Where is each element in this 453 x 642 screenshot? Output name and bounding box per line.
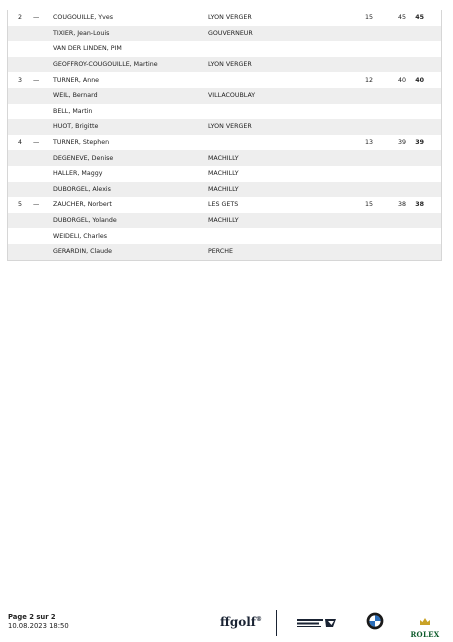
player-name-cell: WEIDELI, Charles bbox=[53, 232, 107, 240]
table-row bbox=[8, 213, 441, 229]
club-cell: LYON VERGER bbox=[208, 123, 252, 131]
table-row bbox=[8, 88, 441, 104]
position-cell: 4 bbox=[18, 139, 23, 147]
table-row bbox=[8, 104, 441, 120]
table-row bbox=[8, 57, 441, 73]
player-name-cell: DUBORGEL, Yolande bbox=[53, 217, 117, 225]
player-name-cell: HUOT, Brigitte bbox=[53, 123, 99, 131]
score-cell: 38 bbox=[397, 201, 406, 209]
registered-mark: ® bbox=[255, 616, 262, 623]
total-cell: 39 bbox=[415, 139, 424, 147]
club-cell: LES GETS bbox=[208, 201, 239, 209]
table-row bbox=[8, 166, 441, 182]
page-number: Page 2 sur 2 bbox=[8, 613, 56, 621]
ffgolf-logo-text: ffgolf bbox=[220, 615, 256, 629]
total-cell: 45 bbox=[415, 14, 424, 22]
rolex-logo bbox=[408, 611, 442, 639]
handicap-cell: 13 bbox=[364, 139, 373, 147]
score-cell: 45 bbox=[397, 14, 406, 22]
club-cell: MACHILLY bbox=[208, 185, 239, 193]
logo-divider bbox=[276, 610, 277, 636]
player-name-cell: TURNER, Stephen bbox=[53, 139, 110, 147]
total-cell: 38 bbox=[415, 201, 424, 209]
player-name-cell: ZAUCHER, Norbert bbox=[53, 201, 112, 209]
score-cell: 39 bbox=[397, 139, 406, 147]
table-row bbox=[8, 41, 441, 57]
table-row bbox=[8, 10, 441, 26]
table-row bbox=[8, 26, 441, 42]
sponsor-logos bbox=[0, 603, 453, 639]
club-cell: MACHILLY bbox=[208, 154, 239, 162]
trend-cell: — bbox=[33, 139, 40, 147]
table-row bbox=[8, 72, 441, 88]
table-row bbox=[8, 228, 441, 244]
player-name-cell: GEOFFROY-COUGOUILLE, Martine bbox=[53, 61, 158, 69]
club-cell: MACHILLY bbox=[208, 170, 239, 178]
table-row bbox=[8, 244, 441, 260]
player-name-cell: WEIL, Bernard bbox=[53, 92, 98, 100]
trend-cell: — bbox=[33, 201, 40, 209]
palatine-logo-icon bbox=[296, 616, 338, 630]
rolex-logo-text: ROLEX bbox=[410, 630, 440, 639]
score-cell: 40 bbox=[397, 76, 406, 84]
player-name-cell: DUBORGEL, Alexis bbox=[53, 185, 111, 193]
trend-cell: — bbox=[33, 14, 40, 22]
player-name-cell: TIXIER, Jean-Louis bbox=[53, 29, 110, 37]
table-row bbox=[8, 182, 441, 198]
crown-icon bbox=[419, 617, 431, 626]
table-row bbox=[8, 197, 441, 213]
club-cell: LYON VERGER bbox=[208, 61, 252, 69]
player-name-cell: GERARDIN, Claude bbox=[53, 248, 112, 256]
print-datetime: 10.08.2023 18:50 bbox=[8, 622, 69, 630]
handicap-cell: 15 bbox=[364, 201, 373, 209]
table-row bbox=[8, 135, 441, 151]
total-cell: 40 bbox=[415, 76, 424, 84]
club-cell: GOUVERNEUR bbox=[208, 29, 253, 37]
club-cell: PERCHE bbox=[208, 248, 233, 256]
club-cell: MACHILLY bbox=[208, 217, 239, 225]
position-cell: 2 bbox=[18, 14, 23, 22]
player-name-cell: HALLER, Maggy bbox=[53, 170, 103, 178]
position-cell: 3 bbox=[18, 76, 23, 84]
trend-cell: — bbox=[33, 76, 40, 84]
club-cell: VILLACOUBLAY bbox=[208, 92, 256, 100]
table-row bbox=[8, 119, 441, 135]
ffgolf-logo bbox=[220, 615, 262, 629]
handicap-cell: 15 bbox=[364, 14, 373, 22]
table-row bbox=[8, 150, 441, 166]
position-cell: 5 bbox=[18, 201, 23, 209]
player-name-cell: TURNER, Anne bbox=[53, 76, 100, 84]
club-cell: LYON VERGER bbox=[208, 14, 252, 22]
player-name-cell: COUGOUILLE, Yves bbox=[53, 14, 113, 22]
player-name-cell: DEGENEVE, Denise bbox=[53, 154, 114, 162]
handicap-cell: 12 bbox=[364, 76, 373, 84]
player-name-cell: BELL, Martin bbox=[53, 107, 93, 115]
player-name-cell: VAN DER LINDEN, PIM bbox=[53, 45, 122, 53]
bmw-logo-icon bbox=[366, 612, 384, 630]
results-table bbox=[7, 10, 442, 261]
